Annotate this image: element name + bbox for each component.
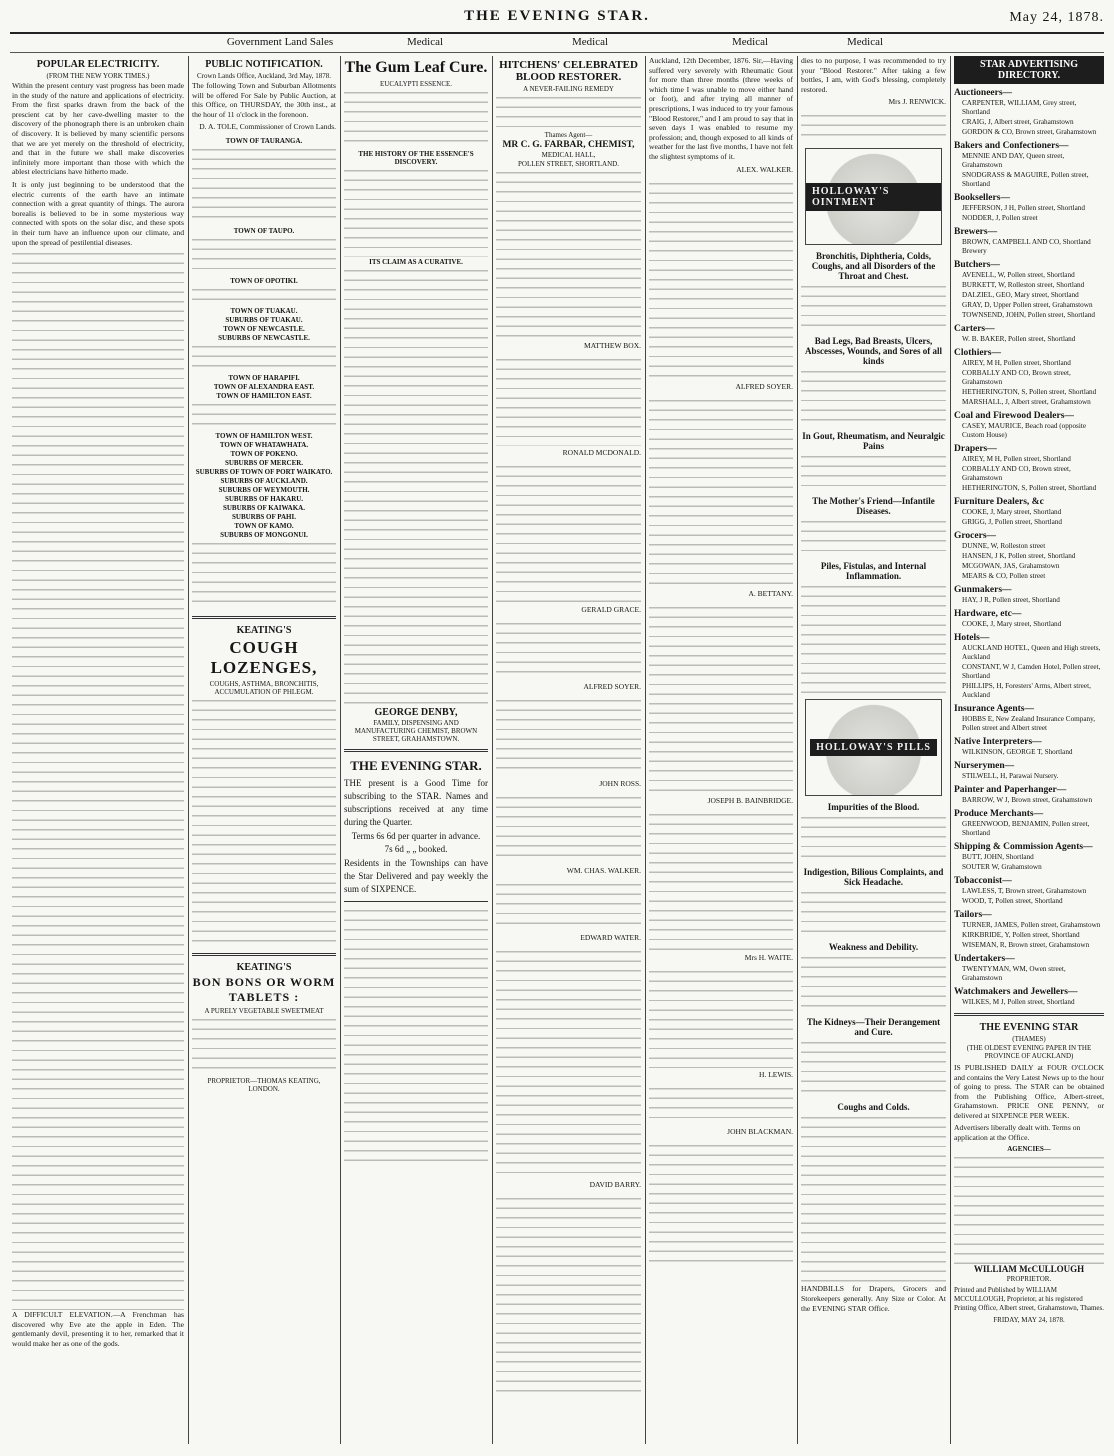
directory-entry: HANSEN, J K, Pollen street, Shortland xyxy=(962,552,1076,560)
directory-entry: HETHERINGTON, S, Pollen street, Shortland xyxy=(962,484,1097,492)
lot-list xyxy=(192,343,336,373)
handbills-notice: HANDBILLS for Drapers, Grocers and Storekeepers generally. Any Size or Color. At the EVENING STAR Office. xyxy=(801,1284,946,1313)
emblem-label: HOLLOWAY'S PILLS xyxy=(810,739,937,756)
testimonial-text xyxy=(496,1195,641,1395)
directory-category: Painter and Paperhanger— xyxy=(954,785,1067,795)
directory-category: Booksellers— xyxy=(954,193,1010,203)
head-medical-2: Medical xyxy=(571,36,609,48)
town-heading: SUBURBS OF MONGONUI. xyxy=(220,531,308,540)
town-heading: TOWN OF HARAPIFI. xyxy=(228,374,300,383)
directory-entry: SOUTER W, Grahamstown xyxy=(962,863,1042,871)
testimonial-text xyxy=(496,794,641,864)
column-rule xyxy=(492,56,493,1444)
section-heading: ITS CLAIM AS A CURATIVE. xyxy=(369,258,463,266)
directory-entry: GORDON & CO, Brown street, Grahamstown xyxy=(962,128,1097,136)
ad-heading: Bad Legs, Bad Breasts, Ulcers, Abscesses, Wounds, and Sores of all kinds xyxy=(805,336,942,367)
ad-heading: Piles, Fistulas, and Internal Inflammation. xyxy=(820,561,927,582)
ad-heading: The Mother's Friend—Infantile Diseases. xyxy=(812,496,935,517)
directory-entry: BUTT, JOHN, Shortland xyxy=(962,853,1034,861)
directory-entry: DALZIEL, GEO, Mary street, Shortland xyxy=(962,291,1079,299)
ad-body xyxy=(496,94,641,130)
article-body-text xyxy=(12,250,184,1310)
directory-category: Coal and Firewood Dealers— xyxy=(954,411,1074,421)
directory-entry: STILWELL, H, Parawai Nursery. xyxy=(962,772,1059,780)
ad-body xyxy=(801,112,946,142)
ad-heading: In Gout, Rheumatism, and Neuralgic Pains xyxy=(802,431,945,452)
town-heading: TOWN OF ALEXANDRA EAST. xyxy=(213,383,315,392)
directory-entry: LAWLESS, T, Brown street, Grahamstown xyxy=(962,887,1087,895)
newspaper-title: THE EVENING STAR. xyxy=(464,8,650,24)
testimonial-text xyxy=(649,1085,793,1125)
ad-heading: Bronchitis, Diphtheria, Colds, Coughs, and all Disorders of the Throat and Chest. xyxy=(811,251,936,282)
star-paragraph: THE present is a Good Time for subscribing to the STAR. Names and subscriptions received at any time during the Quarter. xyxy=(344,778,488,827)
article-source: (FROM THE NEW YORK TIMES.) xyxy=(46,72,150,80)
town-heading: TOWN OF POKENO. xyxy=(230,450,298,459)
ad-headline: COUGH LOZENGES, xyxy=(210,638,318,678)
agencies-list xyxy=(954,1154,1104,1264)
article-paragraph: Within the present century vast progress has been made in the study of the nature and applications of electricity. From the first sparks drawn from the back of the prescient cat by her cave-dwelling master to the discovery of the phonograph there is an unbroken chain of discovery. It is believed by many scientific persons that we are yet merely on the threshold of electricity, and that in the future we shall make discoveries infinitely more important than those with which the ablest electricians have hitherto made. xyxy=(12,81,184,177)
directory-category: Nurserymen— xyxy=(954,761,1015,771)
column-rule xyxy=(645,56,646,1444)
intro-paragraph: dies to no purpose, I was recommended to try your "Blood Restorer." After taking a few bottles, I am, with God's blessing, completely restored. xyxy=(801,56,946,94)
directory-entry: JEFFERSON, J H, Pollen street, Shortland xyxy=(962,204,1085,212)
notice-office: Crown Lands Office, Auckland, 3rd May, 1878. xyxy=(197,72,331,80)
directory-category: Gunmakers— xyxy=(954,585,1012,595)
town-heading: TOWN OF TAURANGA. xyxy=(225,137,303,146)
lot-list xyxy=(192,146,336,226)
ad-headline: BON BONS OR WORM TABLETS : xyxy=(192,975,336,1005)
directory-entry: AUCKLAND HOTEL, Queen and High streets, Auckland xyxy=(962,644,1101,661)
directory-category: Produce Merchants— xyxy=(954,809,1044,819)
ad-heading: Coughs and Colds. xyxy=(837,1102,910,1113)
town-heading: SUBURBS OF TOWN OF PORT WAIKATO. xyxy=(195,468,333,477)
ad-body xyxy=(344,167,488,257)
notice-paragraph: The following Town and Suburban Allotments will be offered For Sale by Public Auction, at this Office, on THURSDAY, the 30th inst., at the hour of 11 o'clock in the forenoon. xyxy=(192,81,336,119)
ad-body xyxy=(801,814,946,864)
directory-entry: AIREY, M H, Pollen street, Shortland xyxy=(962,455,1071,463)
directory-category: Brewers— xyxy=(954,227,998,237)
town-heading: TOWN OF KAMO. xyxy=(234,522,294,531)
town-heading: TOWN OF NEWCASTLE. xyxy=(223,325,305,334)
article-paragraph: It is only just beginning to be understood that the electric currents of the earth have an intimate connection with a great quantity of things. The aurora borealis is believed to be in some mysterious way connected with spots on the solar disc, and these spots in their turn have an influence upon our climate, and upon the spread of pestilential diseases. xyxy=(12,179,184,247)
directory-entry: AIREY, M H, Pollen street, Shortland xyxy=(962,359,1071,367)
agencies-heading: AGENCIES— xyxy=(1007,1145,1051,1153)
town-heading: SUBURBS OF TUAKAU. xyxy=(225,316,303,325)
head-land-sales: Government Land Sales xyxy=(226,36,334,48)
divider xyxy=(344,749,488,752)
testimonial-text xyxy=(496,169,641,339)
ad-subheading: EUCALYPTI ESSENCE. xyxy=(379,80,453,88)
directory-category: Native Interpreters— xyxy=(954,737,1042,747)
directory-category: Bakers and Confectioners— xyxy=(954,141,1069,151)
lot-list xyxy=(192,401,336,431)
testimonial-signature: GERALD GRACE. xyxy=(581,605,641,614)
town-heading: SUBURBS OF NEWCASTLE. xyxy=(218,334,310,343)
ad-subtitle: COUGHS, ASTHMA, BRONCHITIS, ACCUMULATION OF PHLEGM. xyxy=(209,680,319,697)
star-booked: 7s 6d „ „ booked. xyxy=(384,843,448,854)
directory-category: Tobacconist— xyxy=(954,876,1012,886)
notice-signature: D. A. TOLE, Commissioner of Crown Lands. xyxy=(199,122,336,132)
directory-entry: NODDER, J, Pollen street xyxy=(962,214,1038,222)
ad-body xyxy=(192,697,336,947)
directory-entry: WILKES, M J, Pollen street, Shortland xyxy=(962,998,1075,1006)
directory-category: Furniture Dealers, &c xyxy=(954,497,1044,507)
testimonial-signature: A. BETTANY. xyxy=(748,588,793,598)
star-heading: THE EVENING STAR. xyxy=(350,758,482,773)
town-heading: SUBURBS OF WEYMOUTH. xyxy=(218,486,310,495)
ad-body xyxy=(801,954,946,1014)
testimonial-signature: JOHN ROSS. xyxy=(599,779,641,788)
testimonial-signature: H. LEWIS. xyxy=(759,1069,793,1079)
testimonial-signature: ALFRED SOYER. xyxy=(735,381,793,391)
agent-name: GEORGE DENBY, xyxy=(374,707,458,718)
directory-entry: CARPENTER, WILLIAM, Grey street, Shortland xyxy=(962,99,1077,116)
directory-category: Hardware, etc— xyxy=(954,609,1022,619)
town-heading: TOWN OF HAMILTON WEST. xyxy=(215,432,313,441)
notice-heading: PUBLIC NOTIFICATION. xyxy=(205,59,323,70)
issue-date: May 24, 1878. xyxy=(1009,10,1104,25)
directory-entry: HETHERINGTON, S, Pollen street, Shortland xyxy=(962,388,1097,396)
ad-body xyxy=(801,583,946,693)
article-footer: A DIFFICULT ELEVATION.—A Frenchman has discovered why Eve ate the apple in Eden. The gentlemanly devil, presenting it to her, remarked that it would make her as one of the gods. xyxy=(12,1310,184,1348)
directory-entry: W. B. BAKER, Pollen street, Shortland xyxy=(962,335,1076,343)
small-ads xyxy=(344,907,488,1167)
agent-details: FAMILY, DISPENSING AND MANUFACTURING CHEMIST, BROWN STREET, GRAHAMSTOWN. xyxy=(354,719,478,743)
ad-body xyxy=(801,518,946,558)
section-heading: THE HISTORY OF THE ESSENCE'S DISCOVERY. xyxy=(358,150,474,166)
ad-body xyxy=(801,1114,946,1284)
column-testimonials xyxy=(649,56,793,1444)
ad-heading: HITCHENS' CELEBRATED BLOOD RESTORER. xyxy=(499,59,638,83)
paper-title: THE EVENING STAR xyxy=(979,1022,1079,1033)
town-heading: TOWN OF OPOTIKI. xyxy=(230,277,298,286)
directory-entry: TWENTYMAN, WM, Owen street, Grahamstown xyxy=(962,965,1066,982)
testimonial-text xyxy=(649,968,793,1068)
column-blood-restorer xyxy=(496,56,641,1444)
testimonial-signature: WM. CHAS. WALKER. xyxy=(566,866,641,875)
testimonial-signature: MATTHEW BOX. xyxy=(584,341,641,350)
testimonial-signature: Mrs H. WAITE. xyxy=(744,952,793,962)
directory-entry: KIRKBRIDE, Y, Pollen street, Shortland xyxy=(962,931,1080,939)
directory-entry: COOKE, J, Mary street, Shortland xyxy=(962,508,1062,516)
published-notice: IS PUBLISHED DAILY at FOUR O'CLOCK and contains the Very Latest News up to the hour of going to press. The STAR can be obtained from the Publishing Office, Albert-street, Grahamstown. PRICE ONE PENNY, or delivered at SIXPENCE PER WEEK. xyxy=(954,1063,1104,1120)
directory-entry: TURNER, JAMES, Pollen street, Grahamstown xyxy=(962,921,1101,929)
head-medical-3: Medical xyxy=(731,36,769,48)
head-medical-4: Medical xyxy=(846,36,884,48)
testimonial-text xyxy=(649,180,793,380)
directory-entry: MCGOWAN, JAS, Grahamstown xyxy=(962,562,1060,570)
directory-entry: SNODGRASS & MAGUIRE, Pollen street, Shortland xyxy=(962,171,1089,188)
directory-entry: CONSTANT, W J, Camden Hotel, Pollen street, Shortland xyxy=(962,663,1101,680)
ad-heading: The Kidneys—Their Derangement and Cure. xyxy=(806,1017,941,1038)
directory-entry: COOKE, J, Mary street, Shortland xyxy=(962,620,1062,628)
testimonial-paragraph: Auckland, 12th December, 1876. Sir,—Having suffered very severely with Rheumatic Gout for more than three months (three weeks of which time I was unable to move either hand or foot), and after trying all manner of prescriptions, I was induced to try your famous "Blood Restorer," and I am proud to say that in seven days I was enabled to resume my profession; and, though exposed to all kinds of weather for the last five months, I have not felt the slightest symptoms of it. xyxy=(649,56,793,161)
town-heading: SUBURBS OF MERCER. xyxy=(224,459,304,468)
divider xyxy=(192,616,336,619)
column-rule xyxy=(797,56,798,1444)
testimonial-signature: ALEX. WALKER. xyxy=(736,164,793,174)
column-rule xyxy=(950,56,951,1444)
column-electricity xyxy=(12,56,184,1444)
star-residents: Residents in the Townships can have the Star Delivered and pay weekly the sum of SIXPENCE. xyxy=(344,858,488,895)
directory-category: Hotels— xyxy=(954,633,990,643)
column-heads xyxy=(10,36,1104,53)
directory-entry: BURKETT, W, Rolleston street, Shortland xyxy=(962,281,1085,289)
printed-notice: Printed and Published by WILLIAM MCCULLOUGH, Proprietor, at his registered Printing Office, Albert street, Grahamstown, Thames. xyxy=(954,1286,1104,1312)
ad-body xyxy=(801,368,946,428)
testimonial-text xyxy=(649,397,793,587)
testimonial-text xyxy=(649,604,793,794)
testimonial-text xyxy=(649,1142,793,1262)
directory-entry: MARSHALL, J, Albert street, Grahamstown xyxy=(962,398,1091,406)
testimonial-text xyxy=(649,811,793,951)
directory-category: Carters— xyxy=(954,324,995,334)
directory-entry: PHILLIPS, H, Foresters' Arms, Albert street, Auckland xyxy=(962,682,1091,699)
directory-list xyxy=(954,88,1104,1007)
ad-heading: Indigestion, Bilious Complaints, and Sick Headache. xyxy=(803,867,944,888)
directory-category: Drapers— xyxy=(954,444,997,454)
advertisers-notice: Advertisers liberally dealt with. Terms on application at the Office. xyxy=(954,1123,1081,1142)
directory-entry: WISEMAN, R, Brown street, Grahamstown xyxy=(962,941,1090,949)
pills-emblem xyxy=(805,699,942,796)
directory-category: Butchers— xyxy=(954,260,1000,270)
agent-label: Thames Agent— xyxy=(544,131,593,139)
testimonial-text xyxy=(496,620,641,680)
testimonial-signature: EDWARD WATER. xyxy=(580,933,641,942)
directory-entry: BROWN, CAMPBELL AND CO, Shortland Brewery xyxy=(962,238,1091,255)
advertising-directory xyxy=(954,56,1104,1444)
lot-list xyxy=(192,236,336,276)
directory-category: Tailors— xyxy=(954,910,992,920)
town-heading: TOWN OF TUAKAU. xyxy=(230,307,298,316)
directory-entry: CRAIG, J, Albert street, Grahamstown xyxy=(962,118,1074,126)
testimonial-signature: JOSEPH B. BAINBRIDGE. xyxy=(707,795,793,805)
agent-address: POLLEN STREET, SHORTLAND. xyxy=(518,160,619,168)
signature: Mrs J. RENWICK. xyxy=(888,97,946,107)
agent-address: MEDICAL HALL, xyxy=(541,151,596,159)
star-terms: Terms 6s 6d per quarter in advance. xyxy=(351,831,481,841)
paper-subtitle: (THAMES) xyxy=(1012,1035,1046,1043)
article-title: POPULAR ELECTRICITY. xyxy=(36,59,160,70)
directory-entry: HAY, J R, Pollen street, Shortland xyxy=(962,596,1060,604)
town-heading: SUBURBS OF AUCKLAND. xyxy=(220,477,308,486)
ad-title: KEATING'S xyxy=(236,962,292,974)
ad-body xyxy=(801,889,946,939)
column-land-sales xyxy=(192,56,336,1444)
footer-date: FRIDAY, MAY 24, 1878. xyxy=(993,1316,1065,1324)
ad-heading: The Gum Leaf Cure. xyxy=(344,59,488,76)
directory-category: Shipping & Commission Agents— xyxy=(954,842,1093,852)
ad-body xyxy=(801,1039,946,1099)
directory-category: Grocers— xyxy=(954,531,997,541)
ad-body xyxy=(801,453,946,493)
directory-entry: GRIGG, J, Pollen street, Shortland xyxy=(962,518,1063,526)
directory-entry: DUNNE, W, Rolleston street xyxy=(962,542,1046,550)
ad-subtitle: A PURELY VEGETABLE SWEETMEAT xyxy=(204,1007,324,1016)
directory-entry: GRAY, D, Upper Pollen street, Grahamstown xyxy=(962,301,1093,309)
ad-heading: Weakness and Debility. xyxy=(828,942,919,953)
column-rule xyxy=(188,56,189,1444)
ad-tagline: A NEVER-FAILING REMEDY xyxy=(523,85,614,93)
proprietor-label: PROPRIETOR. xyxy=(1006,1275,1052,1283)
directory-entry: HOBBS E, New Zealand Insurance Company, Pollen street and Albert street xyxy=(962,715,1096,732)
directory-category: Insurance Agents— xyxy=(954,704,1034,714)
testimonial-signature: RONALD MCDONALD. xyxy=(562,448,641,457)
town-heading: TOWN OF TAUPO. xyxy=(233,227,295,236)
paper-subtitle-2: (THE OLDEST EVENING PAPER IN THE PROVINCE OF AUCKLAND) xyxy=(966,1044,1092,1060)
directory-entry: CASEY, MAURICE, Beach road (opposite Custom House) xyxy=(962,422,1087,439)
directory-entry: BARROW, W J, Brown street, Grahamstown xyxy=(962,796,1093,804)
ad-body xyxy=(344,89,488,149)
directory-category: Watchmakers and Jewellers— xyxy=(954,987,1078,997)
directory-entry: CORBALLY AND CO, Brown street, Grahamstown xyxy=(962,465,1071,482)
column-gum-leaf xyxy=(344,56,488,1444)
testimonial-text xyxy=(496,697,641,777)
divider xyxy=(344,901,488,902)
proprietor-name: WILLIAM McCULLOUGH xyxy=(973,1264,1085,1274)
directory-entry: WILKINSON, GEORGE T, Shortland xyxy=(962,748,1073,756)
column-holloway xyxy=(801,56,946,1444)
testimonial-text xyxy=(496,463,641,603)
divider xyxy=(192,953,336,956)
directory-category: Auctioneers— xyxy=(954,88,1013,98)
directory-entry: MENNIE AND DAY, Queen street, Grahamstown xyxy=(962,152,1065,169)
ad-heading: Impurities of the Blood. xyxy=(827,802,920,813)
column-rule xyxy=(340,56,341,1444)
town-heading: TOWN OF WHATAWHATA. xyxy=(219,441,309,450)
directory-category: Undertakers— xyxy=(954,954,1015,964)
directory-entry: TOWNSEND, JOHN, Pollen street, Shortland xyxy=(962,311,1096,319)
testimonial-signature: JOHN BLACKMAN. xyxy=(727,1126,793,1136)
lot-list xyxy=(192,540,336,610)
ad-body xyxy=(192,1016,336,1076)
town-heading: SUBURBS OF HAKARU. xyxy=(224,495,304,504)
town-heading: TOWN OF HAMILTON EAST. xyxy=(216,392,312,401)
testimonial-text xyxy=(496,881,641,931)
ad-footer: PROPRIETOR—THOMAS KEATING, LONDON. xyxy=(207,1077,321,1094)
testimonial-signature: DAVID BARRY. xyxy=(589,1180,641,1189)
directory-entry: AVENELL, W, Pollen street, Shortland xyxy=(962,271,1075,279)
emblem-label: HOLLOWAY'S OINTMENT xyxy=(806,183,941,211)
ad-body xyxy=(801,283,946,333)
head-medical-1: Medical xyxy=(406,36,444,48)
directory-entry: WOOD, T, Pollen street, Shortland xyxy=(962,897,1063,905)
directory-entry: GREENWOOD, BENJAMIN, Pollen street, Shortland xyxy=(962,820,1090,837)
ad-body xyxy=(344,267,488,707)
town-heading: SUBURBS OF PAHI. xyxy=(232,513,296,522)
testimonial-signature: ALFRED SOYER. xyxy=(583,682,641,691)
ad-title: KEATING'S xyxy=(236,625,292,637)
town-heading: SUBURBS OF KAIWAKA. xyxy=(222,504,305,513)
masthead xyxy=(10,4,1104,34)
directory-category: Clothiers— xyxy=(954,348,1001,358)
ointment-emblem xyxy=(805,148,942,245)
directory-entry: MEARS & CO, Pollen street xyxy=(962,572,1046,580)
lot-list xyxy=(192,286,336,306)
testimonial-text xyxy=(496,948,641,1178)
testimonial-text xyxy=(496,356,641,446)
agent-name: MR C. G. FARBAR, CHEMIST, xyxy=(502,140,635,150)
directory-title: STAR ADVERTISING DIRECTORY. xyxy=(954,56,1104,84)
divider xyxy=(954,1013,1104,1016)
directory-entry: CORBALLY AND CO, Brown street, Grahamstown xyxy=(962,369,1071,386)
